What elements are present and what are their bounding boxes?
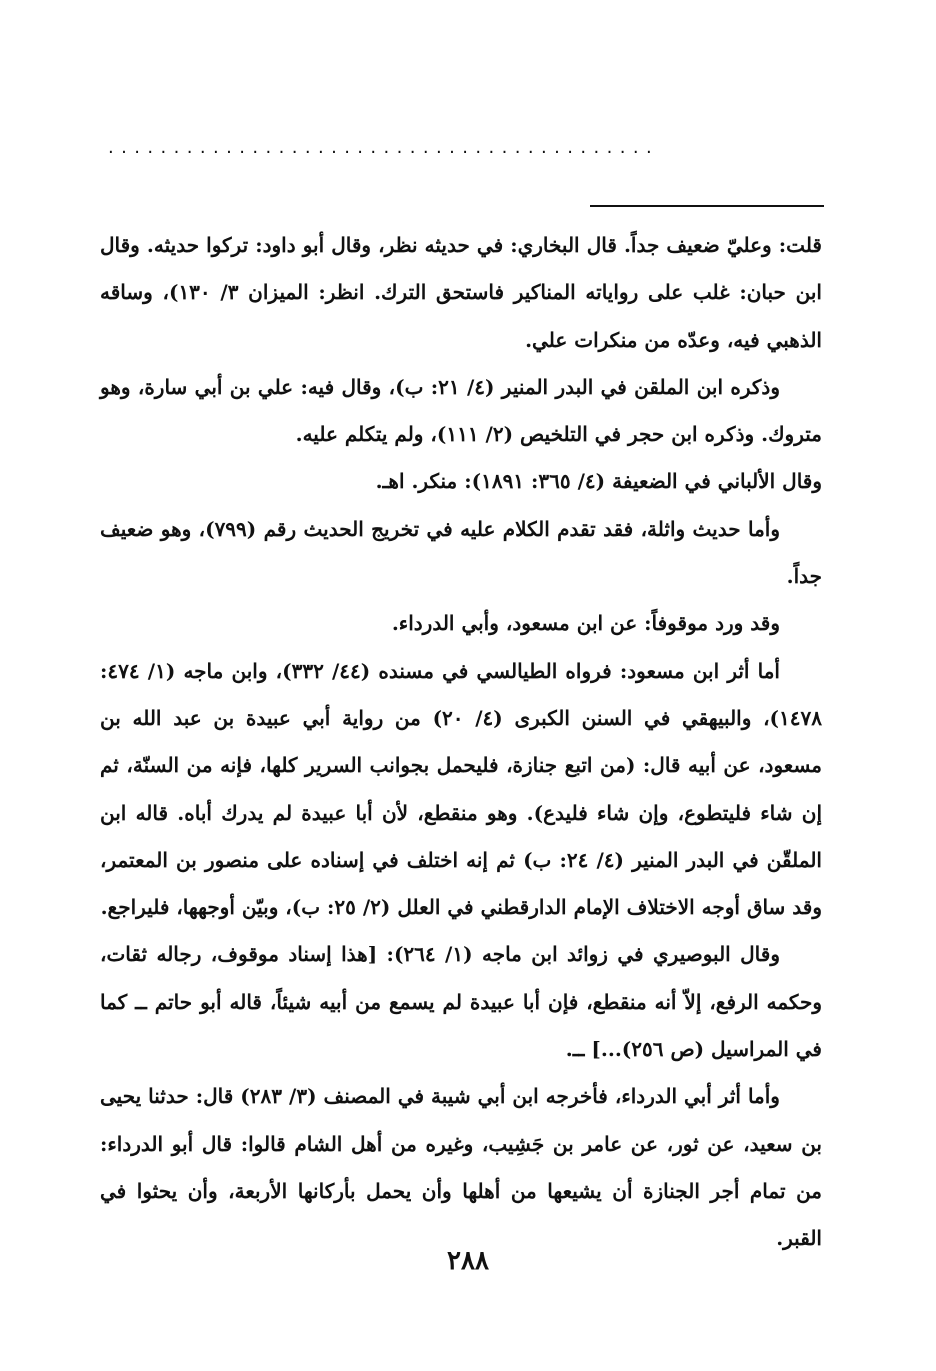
paragraph-ali-weak: قلت: وعليّ ضعيف جداً. قال البخاري: في حديثه نظر، وقال أبو داود: تركوا حديثه. وقال ابن حبان: غلب على رواياته المناكير فاستحق الترك. انظر: الميزان ٣/ ١٣٠)، وساقه الذهبي فيه، وعدّه من منكرات علي. <box>100 233 822 352</box>
paragraph-abu-darda: وأما أثر أبي الدرداء، فأخرجه ابن أبي شيبة في المصنف (٣/ ٢٨٣) قال: حدثنا يحيى بن سعيد، عن ثور، عن عامر بن جَشِيب، وغيره من أهل الشام قالوا: قال أبو الدرداء: من تمام أجر الجنازة أن يشيعها من أهلها وأن يحمل بأركانها الأربعة، وأن يحثوا في القبر. <box>100 1084 822 1251</box>
paragraph-mawquf: وقد ورد موقوفاً: عن ابن مسعود، وأبي الدرداء. <box>391 611 780 636</box>
footnote-body <box>100 222 822 1263</box>
paragraph-ibn-masud: أما أثر ابن مسعود: فرواه الطيالسي في مسنده (٤٤/ ٣٣٢)، وابن ماجه (١/ ٤٧٤: ١٤٧٨)، والبيهقي في السنن الكبرى (٤/ ٢٠) من رواية أبي عبيدة بن عبد الله بن مسعود، عن أبيه قال: (من اتبع جنازة، فليحمل بجوانب السرير كلها، فإنه من السنّة، ثم إن شاء فليتطوع، وإن شاء فليدع). وهو منقطع، لأن أبا عبيدة لم يدرك أباه. قاله ابن الملقّن في البدر المنير (٤/ ٢٤: ب) ثم إنه اختلف في إسناده على منصور بن المعتمر، وقد ساق أوجه الاختلاف الإمام الدارقطني في العلل (٢/ ٢٥: ب)، وبيّن أوجهها، فليراجع. <box>100 658 822 920</box>
paragraph-busiri: وقال البوصيري في زوائد ابن ماجه (١/ ٢٦٤): [هذا إسناد موقوف، رجاله ثقات، وحكمه الرفع، إلاّ أنه منقطع، فإن أبا عبيدة لم يسمع من أبيه شيئاً، قاله أبو حاتم ــ كما في المراسيل (ص ٢٥٦)...] ــ. <box>100 942 822 1062</box>
paragraph-wathila: وأما حديث واثلة، فقد تقدم الكلام عليه في تخريج الحديث رقم (٧٩٩)، وهو ضعيف جداً. <box>100 516 822 589</box>
footnote-rule <box>590 205 824 207</box>
dotted-separator: .......................................... <box>108 138 660 158</box>
paragraph-ibn-mulaqqin: وذكره ابن الملقن في البدر المنير (٤/ ٢١: ب)، وقال فيه: علي بن أبي سارة، وهو متروك. وذكره ابن حجر في التلخيص (٢/ ١١١)، ولم يتكلم عليه. <box>100 374 822 447</box>
paragraph-albani: وقال الألباني في الضعيفة (٤/ ٣٦٥: ١٨٩١): منكر. اهـ. <box>375 469 822 494</box>
page-number: ٢٨٨ <box>447 1246 489 1276</box>
